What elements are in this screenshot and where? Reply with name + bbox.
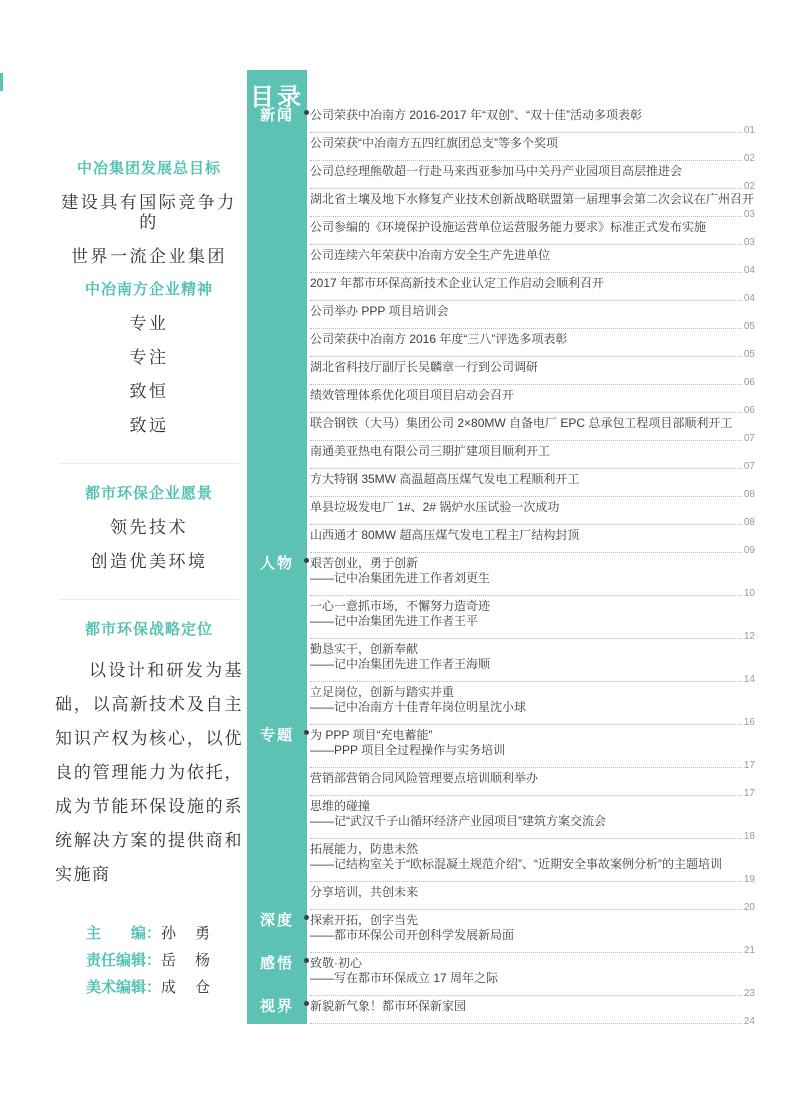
- toc-entry-subtitle: ——记中冶南方十佳青年岗位明星沈小球: [310, 700, 527, 714]
- sidebar-section-line: 领先技术: [110, 518, 188, 537]
- toc-entry-title: 方大特钢 35MW 高温超高压煤气发电工程顺利开工: [310, 472, 580, 486]
- toc-entry-subtitle: ——记中冶集团先进工作者刘更生: [310, 571, 491, 585]
- toc-entry[interactable]: [310, 528, 755, 556]
- dotted-leader: [310, 881, 742, 882]
- toc-leader-row: [310, 123, 755, 136]
- toc-page-number: 04: [743, 265, 755, 276]
- toc-page-number: 17: [743, 788, 755, 799]
- toc-entry-title: 勤恳实干，创新奉献: [310, 642, 419, 656]
- toc-entry[interactable]: [310, 304, 755, 332]
- dotted-leader: [310, 681, 742, 682]
- toc-entry[interactable]: [310, 771, 755, 799]
- toc-leader-row: [310, 151, 755, 164]
- toc-entry-subtitle: ——记中冶集团先进工作者王海顺: [310, 657, 491, 671]
- category-bullet-icon: [304, 110, 309, 115]
- dotted-leader: [310, 272, 742, 273]
- toc-leader-row: [310, 179, 755, 192]
- dotted-leader: [310, 356, 742, 357]
- editor-row: [55, 974, 243, 1001]
- toc-entry-title: 公司荣获中冶南方 2016 年度“三八”评选多项表彰: [310, 332, 568, 346]
- toc-page-number: 09: [743, 545, 755, 556]
- toc-page-number: 03: [743, 209, 755, 220]
- toc-entry-title: 新貌新气象！都市环保新家园: [310, 999, 467, 1013]
- toc-entry[interactable]: [259, 912, 755, 956]
- toc-entry[interactable]: [310, 136, 755, 164]
- sidebar-section-line: 致远: [129, 416, 169, 435]
- dotted-leader: [310, 524, 742, 525]
- sidebar-section-line: 世界一流企业集团: [71, 247, 227, 266]
- toc-entry-subtitle: ——写在都市环保成立 17 周年之际: [310, 971, 499, 985]
- toc-entry-title: 公司连续六年荣获中冶南方安全生产先进单位: [310, 248, 551, 262]
- category-bullet-icon: [304, 915, 309, 920]
- sidebar-divider: [59, 463, 239, 464]
- toc-leader-row: [310, 207, 755, 220]
- toc-page-number: 08: [743, 517, 755, 528]
- toc-page-number: 07: [743, 433, 755, 444]
- dotted-leader: [310, 595, 742, 596]
- sidebar: [55, 148, 243, 1001]
- toc-entry-title: 联合钢铁（大马）集团公司 2×80MW 自备电厂 EPC 总承包工程项目部顺利开工: [310, 416, 733, 430]
- category-bullet-icon: [304, 558, 309, 563]
- dotted-leader: [310, 767, 742, 768]
- toc-page-number: 06: [743, 405, 755, 416]
- toc-entry-title: 湖北省科技厅副厅长吴麟章一行到公司调研: [310, 360, 539, 374]
- toc-entry-subtitle: ——都市环保公司开创科学发展新局面: [310, 928, 515, 942]
- toc-entry-title: 营销部营销合同风险管理要点培训顺利举办: [310, 771, 539, 785]
- toc-page-number: 16: [743, 717, 755, 728]
- dotted-leader: [310, 909, 742, 910]
- toc-entry[interactable]: [310, 842, 755, 885]
- toc-entry-title: 立足岗位，创新与踏实并重: [310, 685, 455, 699]
- toc-category-label: 人物: [259, 555, 294, 572]
- toc-entry[interactable]: [310, 220, 755, 248]
- toc-leader-row: [310, 487, 755, 500]
- toc-page-number: 02: [743, 153, 755, 164]
- page-edge-mark: [0, 73, 3, 91]
- toc-entry[interactable]: [310, 192, 755, 220]
- toc-page-number: 05: [743, 349, 755, 360]
- toc-entry[interactable]: [310, 360, 755, 388]
- toc-leader-row: [310, 786, 755, 799]
- toc-leader-row: [310, 900, 755, 913]
- toc-leader-row: [310, 319, 755, 332]
- toc-leader-row: [310, 715, 755, 728]
- toc-leader-row: [310, 629, 755, 642]
- toc-page-number: 24: [743, 1016, 755, 1027]
- toc-entry[interactable]: [310, 885, 755, 913]
- toc-page-number: 07: [743, 461, 755, 472]
- dotted-leader: [310, 160, 742, 161]
- toc-leader-row: [310, 459, 755, 472]
- toc-leader-row: [310, 263, 755, 276]
- toc-leader-row: [310, 758, 755, 771]
- toc-entry[interactable]: [310, 416, 755, 444]
- category-bullet-icon: [304, 1001, 309, 1006]
- dotted-leader: [310, 995, 742, 996]
- toc-entry-subtitle: ——记结构室关于“欧标混凝土规范介绍”、“近期安全事故案例分析”的主题培训: [310, 857, 722, 871]
- toc-entry-title: 公司举办 PPP 项目培训会: [310, 304, 449, 318]
- toc-entry[interactable]: [310, 276, 755, 304]
- toc-entry[interactable]: [310, 332, 755, 360]
- toc-entry[interactable]: [310, 248, 755, 276]
- toc-entry-title: 探索开拓，创字当先: [310, 913, 419, 927]
- toc-page-number: 14: [743, 674, 755, 685]
- toc-leader-row: [310, 291, 755, 304]
- toc-page-number: 21: [743, 945, 755, 956]
- sidebar-editors: [55, 920, 243, 1001]
- sidebar-section-paragraph: 以设计和研发为基础，以高新技术及自主知识产权为核心，以优良的管理能力为依托，成为节能环保设施的系统解决方案的提供商和实施商: [55, 661, 243, 884]
- toc-page-number: 18: [743, 831, 755, 842]
- toc-entry-title: 一心一意抓市场，不懈努力造奇迹: [310, 599, 491, 613]
- toc-page-number: 03: [743, 237, 755, 248]
- sidebar-section-line: 专业: [129, 314, 169, 333]
- toc-entry[interactable]: [310, 685, 755, 728]
- toc-category-bar: [247, 70, 307, 1024]
- toc-page-number: 08: [743, 489, 755, 500]
- sidebar-section-heading: 中冶南方企业精神: [84, 281, 213, 298]
- category-bullet-icon: [304, 730, 309, 735]
- dotted-leader: [310, 300, 742, 301]
- category-bullet-icon: [304, 958, 309, 963]
- sidebar-divider: [59, 599, 239, 600]
- toc-leader-row: [310, 829, 755, 842]
- toc-entry-title: 单县垃圾发电厂 1#、2# 锅炉水压试验一次成功: [310, 500, 560, 514]
- toc-entry-subtitle: ——记中冶集团先进工作者王平: [310, 614, 479, 628]
- sidebar-section-line: 致恒: [129, 382, 169, 401]
- dotted-leader: [310, 216, 742, 217]
- toc-entry-title: 2017 年都市环保高新技术企业认定工作启动会顺利召开: [310, 276, 605, 290]
- toc-entry-title: 为 PPP 项目“充电蓄能”: [310, 728, 433, 742]
- toc-leader-row: [310, 375, 755, 388]
- sidebar-section-line: 专注: [129, 348, 169, 367]
- dotted-leader: [310, 188, 742, 189]
- toc-entry-title: 分享培训，共创未来: [310, 885, 419, 899]
- toc-category-label: 专题: [259, 727, 294, 744]
- toc-title: 目录: [250, 84, 304, 111]
- toc-entry[interactable]: [310, 799, 755, 842]
- toc-page-number: 05: [743, 321, 755, 332]
- toc-page-number: 04: [743, 293, 755, 304]
- toc-page-number: 12: [743, 631, 755, 642]
- editor-label: 主 编：: [85, 925, 161, 942]
- sidebar-section-line: 建设具有国际竞争力的: [61, 193, 237, 232]
- toc-entry-title: 拓展能力，防患未然: [310, 842, 419, 856]
- toc-entry-title: 山西通才 80MW 超高压煤气发电工程主厂结构封顶: [310, 528, 580, 542]
- editor-name: 岳 杨: [161, 952, 213, 969]
- toc-entry[interactable]: [259, 727, 755, 771]
- dotted-leader: [310, 952, 742, 953]
- toc-entry-title: 公司荣获中冶南方 2016-2017 年“双创”、“双十佳”活动多项表彰: [310, 108, 643, 122]
- toc-entry[interactable]: [310, 599, 755, 642]
- editor-label: 美术编辑：: [85, 979, 161, 996]
- sidebar-section-line: 创造优美环境: [90, 552, 208, 571]
- toc-entry[interactable]: [259, 107, 755, 136]
- toc-leader-row: [310, 1014, 755, 1027]
- editor-name: 孙 勇: [161, 925, 213, 942]
- toc-leader-row: [310, 586, 755, 599]
- toc-entry-title: 思维的碰撞: [310, 799, 371, 813]
- toc-entry-title: 公司荣获“中冶南方五四红旗团总支”等多个奖项: [310, 136, 558, 150]
- toc-page-number: 17: [743, 760, 755, 771]
- toc-leader-row: [310, 347, 755, 360]
- toc-entry-title: 南通美亚热电有限公司三期扩建项目顺利开工: [310, 444, 551, 458]
- dotted-leader: [310, 552, 742, 553]
- sidebar-section-heading: 中冶集团发展总目标: [76, 160, 221, 177]
- dotted-leader: [310, 638, 742, 639]
- toc-page-number: 01: [743, 125, 755, 136]
- toc-category-label: 视界: [259, 998, 294, 1015]
- toc-entry[interactable]: [310, 388, 755, 416]
- dotted-leader: [310, 1023, 742, 1024]
- toc-leader-row: [310, 403, 755, 416]
- toc-entry-title: 公司总经理熊敬超一行赴马来西亚参加马中关丹产业园项目高层推进会: [310, 164, 683, 178]
- toc-entry[interactable]: [310, 642, 755, 685]
- toc-leader-row: [310, 543, 755, 556]
- toc-page-number: 02: [743, 181, 755, 192]
- editor-label: 责任编辑：: [85, 952, 161, 969]
- dotted-leader: [310, 724, 742, 725]
- dotted-leader: [310, 328, 742, 329]
- toc-page-number: 06: [743, 377, 755, 388]
- toc-category-label: 感悟: [259, 955, 294, 972]
- toc-entry[interactable]: [259, 998, 755, 1027]
- toc-leader-row: [310, 872, 755, 885]
- sidebar-section-heading: 都市环保企业愿景: [84, 485, 213, 502]
- toc-leader-row: [310, 431, 755, 444]
- dotted-leader: [310, 838, 742, 839]
- dotted-leader: [310, 440, 742, 441]
- toc-entry-title: 公司参编的《环境保护设施运营单位运营服务能力要求》标准正式发布实施: [310, 220, 707, 234]
- toc-entry-subtitle: ——PPP 项目全过程操作与实务培训: [310, 743, 506, 757]
- toc-page-number: 23: [743, 988, 755, 999]
- toc-entry[interactable]: [310, 500, 755, 528]
- dotted-leader: [310, 244, 742, 245]
- sidebar-section-heading: 都市环保战略定位: [84, 621, 213, 638]
- toc-entries: [259, 107, 755, 1027]
- toc-page-number: 19: [743, 874, 755, 885]
- dotted-leader: [310, 132, 742, 133]
- toc-entry[interactable]: [259, 555, 755, 599]
- toc-entry[interactable]: [310, 472, 755, 500]
- editor-row: [55, 947, 243, 974]
- toc-leader-row: [310, 943, 755, 956]
- toc-entry-title: 艰苦创业，勇于创新: [310, 556, 419, 570]
- toc-entry-title: 湖北省土壤及地下水修复产业技术创新战略联盟第一届理事会第二次会议在广州召开: [310, 192, 755, 206]
- toc-entry[interactable]: [310, 164, 755, 192]
- toc-leader-row: [310, 672, 755, 685]
- toc-page-number: 10: [743, 588, 755, 599]
- toc-category-label: 深度: [259, 912, 294, 929]
- toc-entry-title: 致敬·初心: [310, 956, 362, 970]
- toc-entry-title: 绩效管理体系优化项目项目启动会召开: [310, 388, 515, 402]
- dotted-leader: [310, 795, 742, 796]
- toc-leader-row: [310, 515, 755, 528]
- dotted-leader: [310, 468, 742, 469]
- toc-entry[interactable]: [310, 444, 755, 472]
- toc-entry[interactable]: [259, 955, 755, 999]
- dotted-leader: [310, 496, 742, 497]
- toc-leader-row: [310, 986, 755, 999]
- toc-leader-row: [310, 235, 755, 248]
- dotted-leader: [310, 412, 742, 413]
- editor-name: 成 仓: [161, 979, 213, 996]
- toc-category-label: 新闻: [259, 107, 294, 124]
- toc-page-number: 20: [743, 902, 755, 913]
- toc-entry-subtitle: ——记“武汉千子山循环经济产业园项目”建筑方案交流会: [310, 814, 606, 828]
- editor-row: [55, 920, 243, 947]
- dotted-leader: [310, 384, 742, 385]
